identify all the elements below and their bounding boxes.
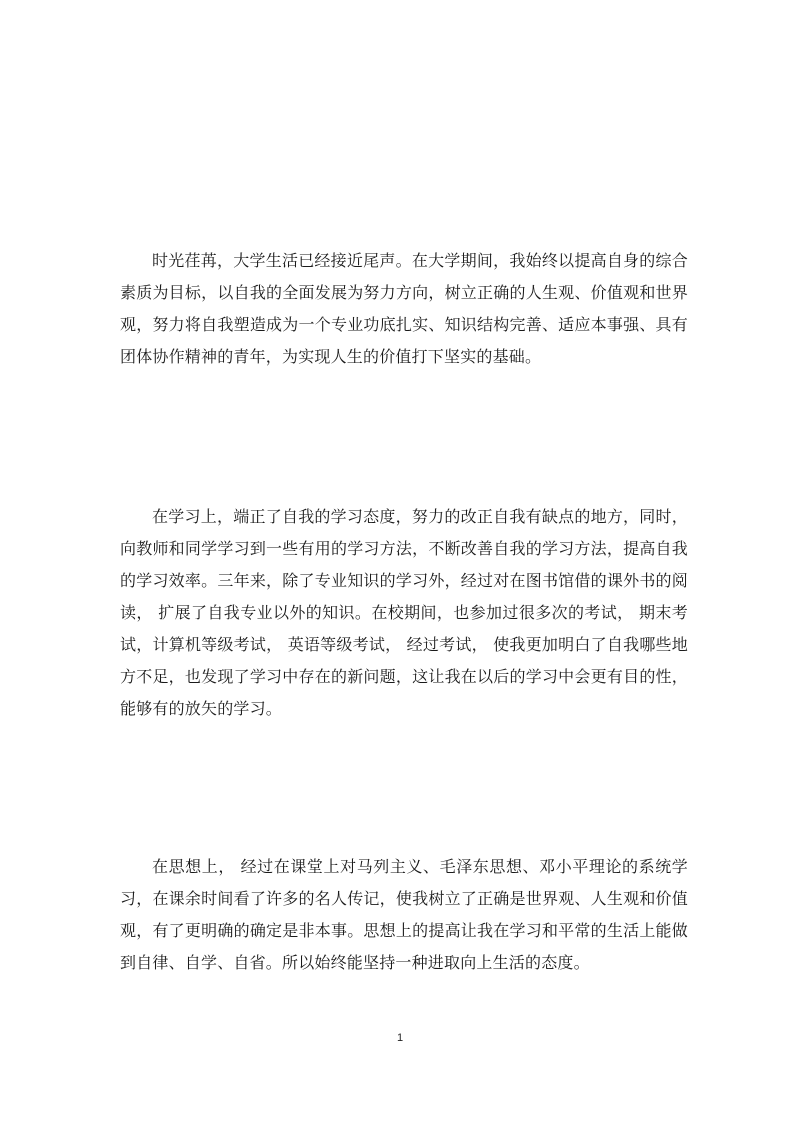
page-number: 1 bbox=[396, 1032, 404, 1044]
paragraph-study: 在学习上，端正了自我的学习态度，努力的改正自我有缺点的地方，同时，向教师和同学学习到一些有用的学习方法，不断改善自我的学习方法，提高自我的学习效率。三年来，除了专业知识的学习外，经过对在图书馆借的课外书的阅读， 扩展了自我专业以外的知识。在校期间，也参加过很多次的考试， 期末考试，计算机等级考试， 英语等级考试， 经过考试， 使我更加明白了自我哪些地方不足，也发现了学习中存在的新问题，这让我在以后的学习中会更有目的性，能够有的放矢的学习。 bbox=[120, 507, 688, 718]
paragraph-intro: 时光荏苒，大学生活已经接近尾声。在大学期间，我始终以提高自身的综合素质为目标，以自我的全面发展为努力方向，树立正确的人生观、价值观和世界观，努力将自我塑造成为一个专业功底扎实、知识结构完善、适应本事强、具有团体协作精神的青年，为实现人生的价值打下坚实的基础。 bbox=[120, 251, 688, 366]
paragraph-thought: 在思想上， 经过在课堂上对马列主义、毛泽东思想、邓小平理论的系统学习，在课余时间看了许多的名人传记，使我树立了正确是世界观、人生观和价值观，有了更明确的确定是非本事。思想上的提高让我在学习和平常的生活上能做到自律、自学、自省。所以始终能坚持一种进取向上生活的态度。 bbox=[120, 857, 688, 972]
